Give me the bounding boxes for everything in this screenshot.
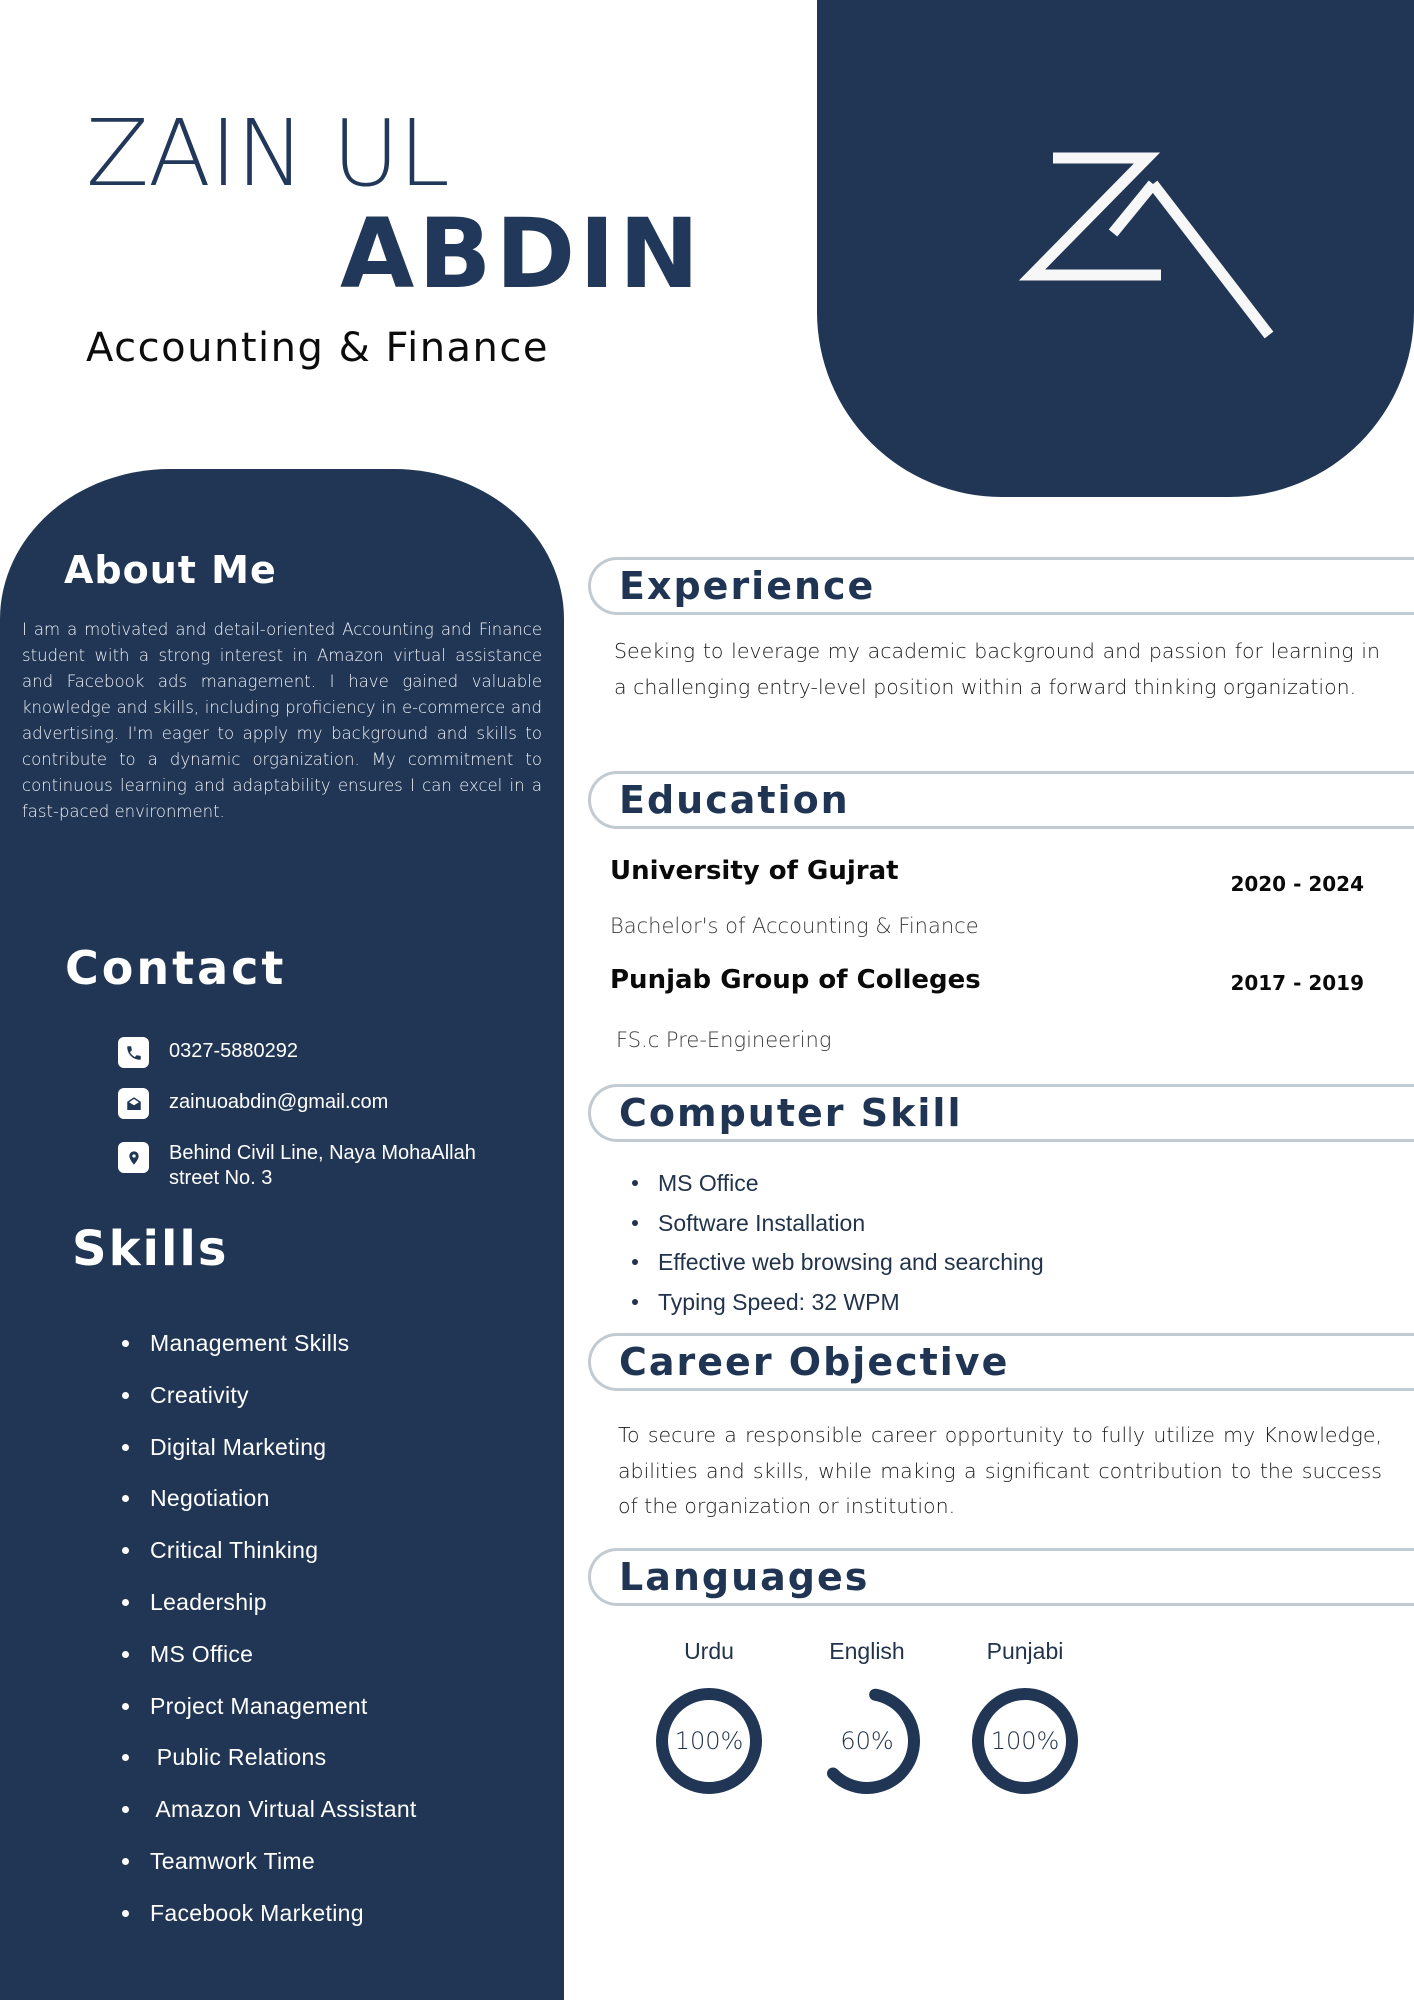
computer-skill-section-header bbox=[588, 1084, 1414, 1142]
school-name: Punjab Group of Colleges bbox=[610, 965, 981, 995]
language-percent: 60% bbox=[840, 1727, 894, 1755]
contact-address bbox=[118, 1139, 538, 1191]
name-first: ZAIN UL bbox=[86, 100, 449, 207]
za-monogram-logo-icon bbox=[1007, 140, 1297, 360]
skills-heading: Skills bbox=[72, 1221, 229, 1277]
languages-section-header bbox=[588, 1548, 1414, 1606]
skill-item: Critical Thinking bbox=[118, 1536, 417, 1588]
languages-list bbox=[654, 1638, 1094, 1808]
career-objective-text: To secure a responsible career opportunity to fully utilize my Knowledge, abilities and skills, while making a significant contribution to the success of the organization or institution. bbox=[618, 1423, 1382, 1518]
about-heading: About Me bbox=[64, 548, 277, 592]
computer-skill-item: Software Installation bbox=[630, 1208, 1044, 1248]
skill-item: MS Office bbox=[118, 1640, 417, 1692]
skill-item: Teamwork Time bbox=[118, 1847, 417, 1899]
language-progress-ring bbox=[970, 1686, 1080, 1796]
job-title: Accounting & Finance bbox=[86, 325, 550, 371]
language-item bbox=[970, 1638, 1080, 1796]
computer-skill-heading: Computer Skill bbox=[619, 1091, 963, 1135]
school-name: University of Gujrat bbox=[610, 856, 899, 886]
skill-item: Negotiation bbox=[118, 1484, 417, 1536]
experience-text: Seeking to leverage my academic background and passion for learning in a challenging entry-level position within a forward thinking organization. bbox=[614, 639, 1380, 699]
logo-block bbox=[817, 0, 1414, 497]
computer-skill-list bbox=[630, 1168, 1044, 1326]
language-progress-ring bbox=[812, 1686, 922, 1796]
skill-item: Creativity bbox=[118, 1381, 417, 1433]
phone-number[interactable]: 0327-5880292 bbox=[169, 1040, 299, 1062]
skill-item: Facebook Marketing bbox=[118, 1899, 417, 1951]
computer-skill-item: Typing Speed: 32 WPM bbox=[630, 1287, 1044, 1327]
education-entry bbox=[610, 965, 1370, 1052]
education-heading: Education bbox=[619, 778, 850, 822]
left-sidebar bbox=[0, 469, 564, 2000]
experience-section-header bbox=[588, 557, 1414, 615]
language-item bbox=[812, 1638, 922, 1796]
skill-item: Digital Marketing bbox=[118, 1433, 417, 1485]
email-icon bbox=[118, 1088, 149, 1119]
education-years: 2017 - 2019 bbox=[1230, 971, 1364, 995]
education-section-header bbox=[588, 771, 1414, 829]
skill-item: Management Skills bbox=[118, 1329, 417, 1381]
language-item bbox=[654, 1638, 764, 1796]
skills-list bbox=[118, 1329, 417, 1951]
computer-skill-item: Effective web browsing and searching bbox=[630, 1247, 1044, 1287]
language-name: Urdu bbox=[684, 1638, 734, 1664]
degree-name: FS.c Pre-Engineering bbox=[616, 1028, 832, 1052]
computer-skill-item: MS Office bbox=[630, 1168, 1044, 1208]
education-years: 2020 - 2024 bbox=[1230, 872, 1364, 896]
contact-phone bbox=[118, 1037, 538, 1068]
career-objective-section-header bbox=[588, 1333, 1414, 1391]
language-percent: 100% bbox=[674, 1727, 744, 1755]
skill-item: Project Management bbox=[118, 1692, 417, 1744]
contact-heading: Contact bbox=[65, 941, 287, 995]
skill-item: Amazon Virtual Assistant bbox=[118, 1795, 417, 1847]
language-name: Punjabi bbox=[986, 1638, 1064, 1664]
skill-item: Public Relations bbox=[118, 1743, 417, 1795]
contact-list bbox=[118, 1037, 538, 1211]
location-pin-icon bbox=[118, 1142, 149, 1173]
address: Behind Civil Line, Naya MohaAllah street No. 3 bbox=[169, 1142, 476, 1189]
language-percent: 100% bbox=[990, 1727, 1060, 1755]
language-name: English bbox=[829, 1638, 905, 1664]
email-address[interactable]: zainuoabdin@gmail.com bbox=[169, 1091, 389, 1113]
name-last: ABDIN bbox=[340, 198, 704, 310]
experience-heading: Experience bbox=[619, 564, 876, 608]
degree-name: Bachelor's of Accounting & Finance bbox=[610, 914, 979, 938]
language-progress-ring bbox=[654, 1686, 764, 1796]
career-objective-heading: Career Objective bbox=[619, 1340, 1010, 1384]
phone-icon bbox=[118, 1037, 149, 1068]
languages-heading: Languages bbox=[619, 1555, 870, 1599]
education-entry bbox=[610, 856, 1370, 938]
skill-item: Leadership bbox=[118, 1588, 417, 1640]
contact-email bbox=[118, 1088, 538, 1119]
about-text: I am a motivated and detail-oriented Accounting and Finance student with a strong interest in Amazon virtual assistance and Facebook ads management. I have gained valuable knowledge and skills, including proficiency in e-commerce and advertising. I'm eager to apply my background and skills to contribute to a dynamic organization. My commitment to continuous learning and adaptability ensures I can excel in a fast-paced environment. bbox=[22, 620, 542, 821]
